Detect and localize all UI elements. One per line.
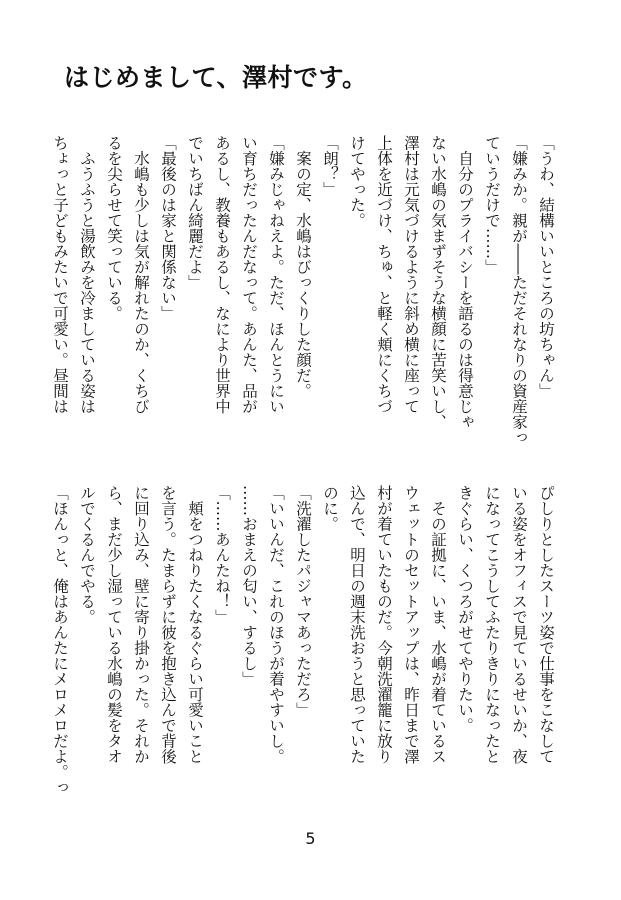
text-line: るを尖らせて笑っている。	[105, 135, 123, 321]
text-line: 込んで、明日の週末洗おうと思っていた	[348, 485, 366, 764]
text-line: 自分のプライバシーを語るのは得意じゃ	[456, 135, 474, 430]
text-line: 上体を近づけ、ちゅ、と軽く頬にくちづ	[375, 135, 393, 414]
text-line: のに。	[321, 485, 339, 532]
text-line: ない水嶋の気まずそうな横顔に苦笑いし、	[429, 135, 447, 430]
text-line: いる姿をオフィスで見ているせいか、夜	[510, 485, 528, 764]
text-line: ぴしりとしたスーツ姿で仕事をこなして	[537, 485, 555, 764]
text-line: その証拠に、いま、水嶋が着ているス	[429, 485, 447, 764]
text-line: ちょっと子どもみたいで可愛い。昼間は	[51, 135, 69, 414]
text-line: でいちばん綺麗だよ」	[186, 135, 204, 290]
text-line: 水嶋も少しは気が解れたのか、くちび	[132, 135, 150, 414]
text-line: 「洗濯したパジャマあっただろ」	[294, 485, 312, 718]
text-line: 頬をつねりたくなるぐらい可愛いこと	[186, 485, 204, 764]
text-line: 「朗？」	[321, 135, 339, 197]
text-line: きぐらい、くつろがせてやりたい。	[456, 485, 474, 733]
text-line: 「嫌みじゃねえよ。ただ、ほんとうにい	[267, 135, 285, 414]
text-line: 「……あんたね！」	[213, 485, 231, 625]
text-line: になってこうしてふたりきりになったと	[483, 485, 501, 764]
text-block-lower	[51, 485, 559, 795]
text-line: を言う。たまらずに彼を抱き込んで背後	[159, 485, 177, 764]
text-line: ふうふうと湯飲みを冷ましている姿は	[78, 135, 96, 414]
page-title: はじめまして、澤村です。	[64, 63, 368, 92]
text-line: ルでくるんでやる。	[78, 485, 96, 625]
text-line: あるし、教養もあるし、なにより世界中	[213, 135, 231, 414]
text-line: 案の定、水嶋はびっくりした顔だ。	[294, 135, 312, 399]
text-line: 「ほんっと、俺はあんたにメロメロだよ。っ	[51, 485, 69, 795]
text-block-upper	[51, 135, 559, 445]
text-line: に回り込み、壁に寄り掛かった。それか	[132, 485, 150, 764]
text-line: けてやった。	[348, 135, 366, 228]
text-line: 村が着ていたものだ。今朝洗濯籠に放り	[375, 485, 393, 764]
text-line: 「嫌みか。親が――ただそれなりの資産家っ	[510, 135, 528, 445]
text-line: ら、まだ少し湿っている水嶋の髪をタオ	[105, 485, 123, 764]
text-line: ……おまえの匂い、するし」	[240, 485, 258, 687]
text-line: 「いいんだ、これのほうが着やすいし。	[267, 485, 285, 764]
page-number: 5	[305, 829, 316, 848]
text-line: 「うわ、結構いいところの坊ちゃん」	[537, 135, 555, 399]
text-line: 「最後のは家と関係ない」	[159, 135, 177, 321]
text-line: 澤村は元気づけるように斜め横に座って	[402, 135, 420, 414]
text-line: い育ちだったんだなって。あんた、品が	[240, 135, 258, 414]
text-line: ていうだけで……」	[483, 135, 501, 275]
text-line: ウェットのセットアップは、昨日まで澤	[402, 485, 420, 764]
